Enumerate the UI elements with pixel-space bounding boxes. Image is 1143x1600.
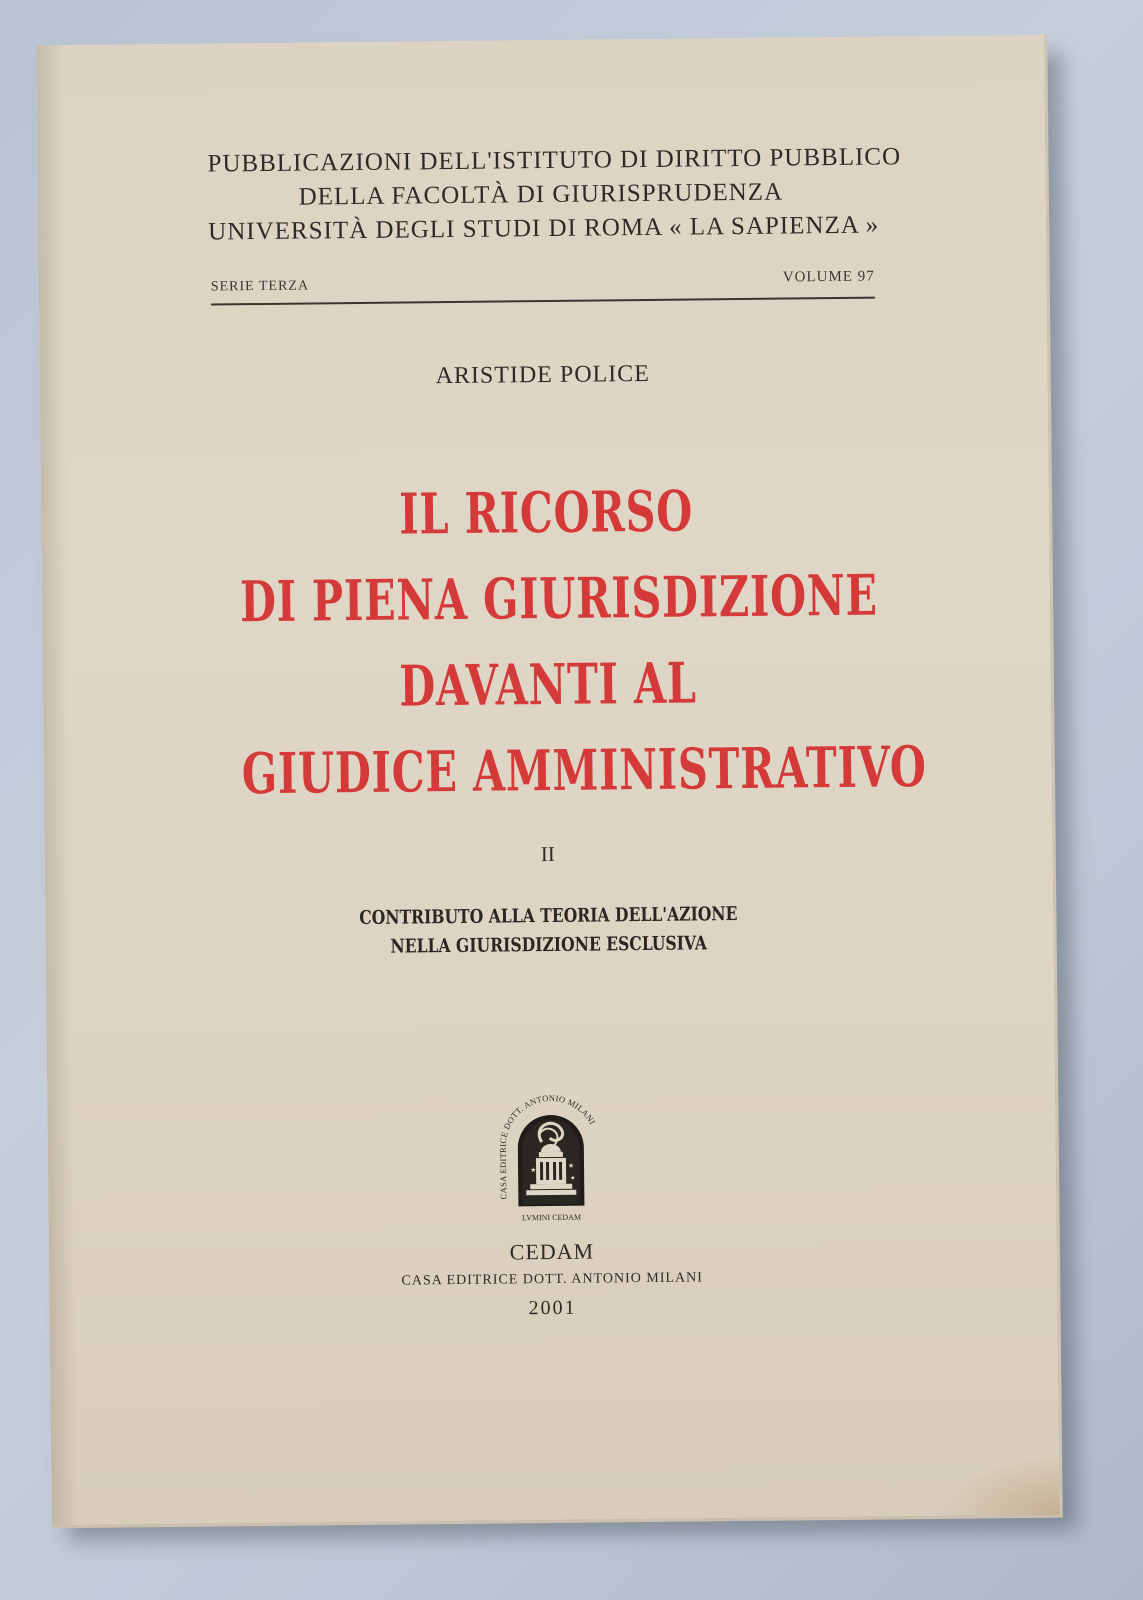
subtitle-line: CONTRIBUTO ALLA TEORIA DELL'AZIONE <box>359 903 738 929</box>
book-title <box>131 466 965 819</box>
title-line: IL RICORSO <box>398 478 694 548</box>
emblem-arc-text: CASA EDITRICE DOTT. ANTONIO MILANI <box>497 1092 598 1200</box>
title-line: DAVANTI AL <box>398 650 698 720</box>
header-line-faculty: DELLA FACOLTÀ DI GIURISPRUDENZA <box>298 178 784 211</box>
book-subtitle <box>215 899 882 964</box>
publisher-full-name: CASA EDITRICE DOTT. ANTONIO MILANI <box>401 1270 703 1289</box>
header-line-institute: PUBBLICAZIONI DELL'ISTITUTO DI DIRITTO PUBBLICO <box>207 143 902 178</box>
title-line: DI PIENA GIURISDIZIONE <box>239 562 879 636</box>
series-header <box>207 141 902 250</box>
volume-label: VOLUME 97 <box>782 268 875 286</box>
series-row <box>210 268 875 295</box>
publisher-block <box>219 1235 886 1326</box>
subtitle-line: NELLA GIURISDIZIONE ESCLUSIVA <box>390 932 708 958</box>
header-rule <box>211 297 875 306</box>
header-line-university: UNIVERSITÀ DEGLI STUDI DI ROMA « LA SAPIENZA » <box>208 211 880 246</box>
title-line: GIUDICE AMMINISTRATIVO <box>241 734 928 808</box>
svg-text:★: ★ <box>570 1174 576 1182</box>
author-name: ARISTIDE POLICE <box>435 360 651 390</box>
part-number: II <box>540 841 555 867</box>
svg-text:★: ★ <box>567 1161 575 1170</box>
emblem-motto: LVMINI CEDAM <box>521 1212 582 1223</box>
book-cover <box>36 35 1062 1529</box>
series-label: SERIE TERZA <box>210 278 310 295</box>
publication-year: 2001 <box>528 1296 577 1320</box>
publisher-name: CEDAM <box>509 1238 595 1265</box>
publisher-emblem-icon <box>491 1085 611 1236</box>
svg-text:★: ★ <box>530 1166 537 1175</box>
